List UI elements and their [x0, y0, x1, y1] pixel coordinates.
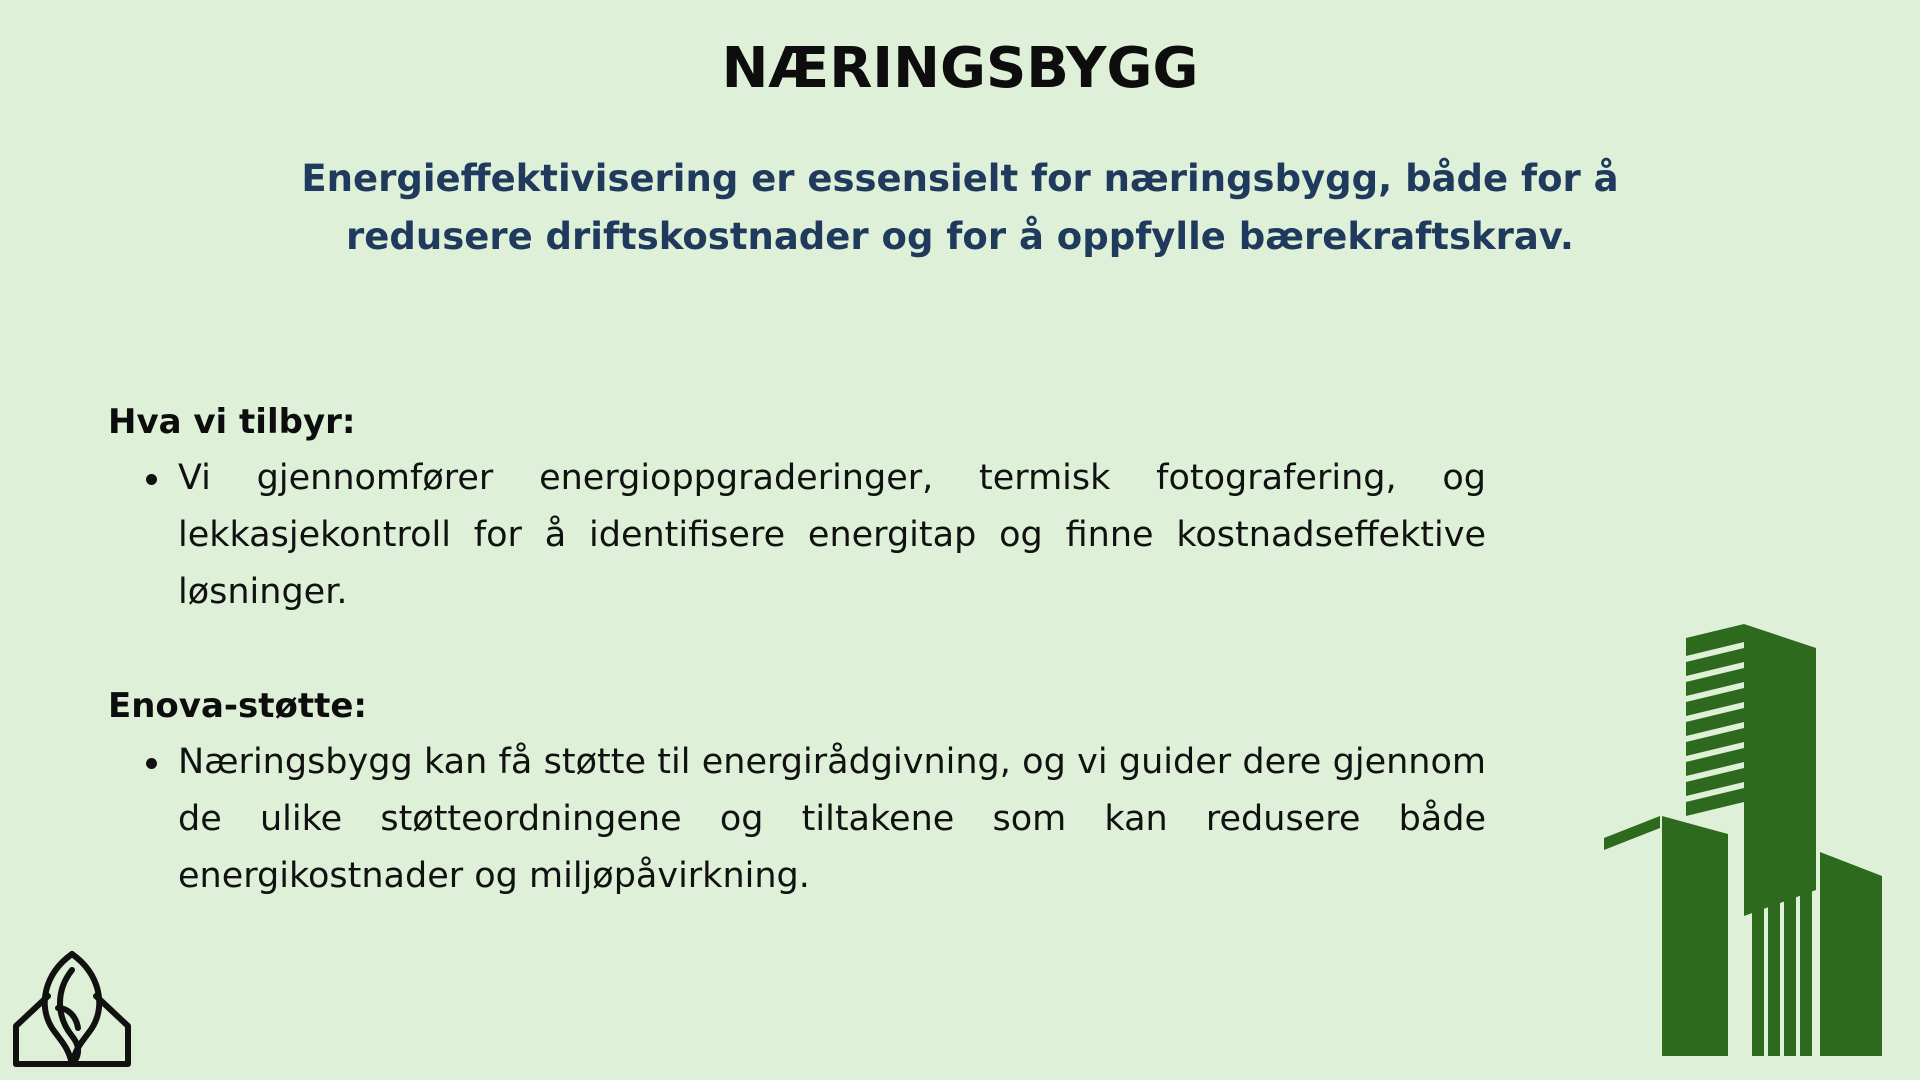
section-heading-offer: Hva vi tilbyr: [108, 402, 356, 442]
section-heading-enova: Enova-støtte: [108, 686, 368, 726]
house-leaf-logo-icon [12, 950, 132, 1070]
section-offer [108, 398, 1488, 621]
list-item [108, 450, 1486, 621]
bullet-text: Næringsbygg kan få støtte til energirådgivning, og vi guider dere gjennom de ulike støtteordningene og tiltakene som kan redusere både energikostnader og miljøpåvirkning. [178, 742, 1486, 896]
intro-text: Energieffektivisering er essensielt for næringsbygg, både for å redusere driftskostnader og for å oppfylle bærekraftskrav. [301, 157, 1619, 258]
bullet-text: Vi gjennomfører energioppgraderinger, termisk fotografering, og lekkasjekontroll for å identifisere energitap og finne kostnadseffektive løsninger. [178, 458, 1486, 612]
list-item [108, 734, 1486, 905]
section-enova [108, 682, 1488, 905]
bullet-dot [146, 758, 157, 769]
bullet-list-offer [108, 450, 1488, 621]
bullet-list-enova [108, 734, 1488, 905]
office-buildings-icon [1600, 620, 1890, 1060]
bullet-dot [146, 474, 157, 485]
page-title: NÆRINGSBYGG [721, 36, 1199, 101]
